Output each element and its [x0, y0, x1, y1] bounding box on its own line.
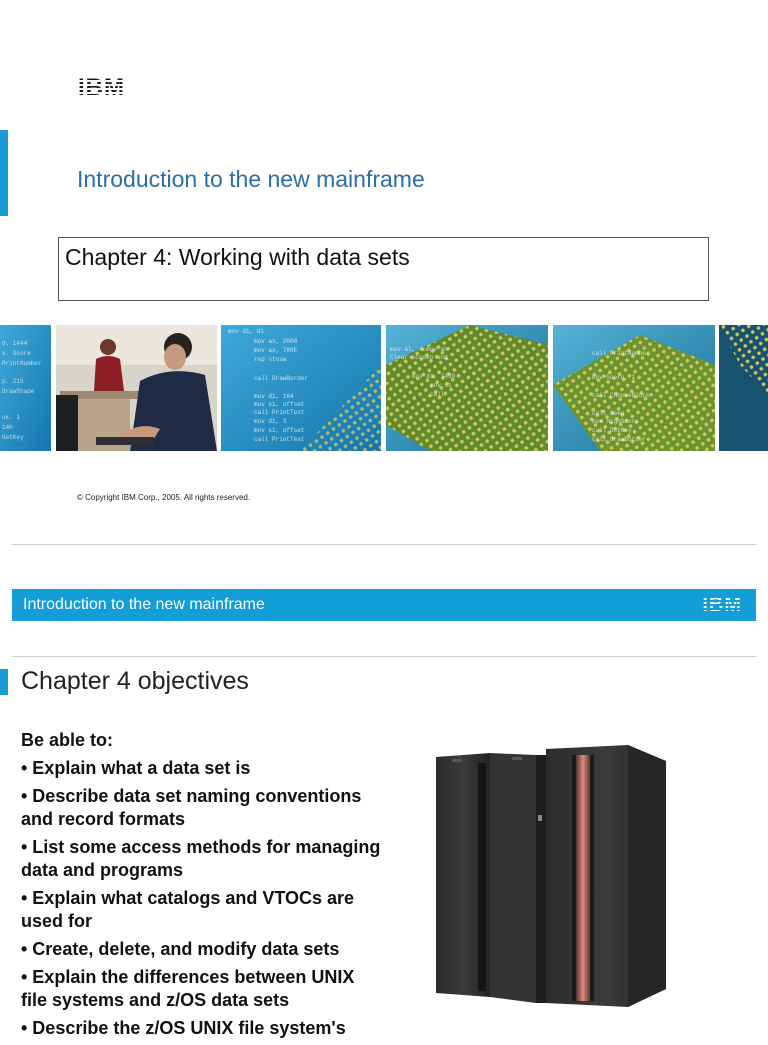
- code-line: mov ax, 2000: [254, 338, 298, 345]
- code-line: 14h: [2, 424, 13, 431]
- code-line: call ChooseBlock: [592, 392, 650, 399]
- code-line: mov di, 164: [254, 393, 294, 400]
- list-item: • List some access methods for managing data and programs: [21, 837, 381, 880]
- objectives-list: [21, 757, 381, 1045]
- list-item: • Explain what catalogs and VTOCs are used for: [21, 888, 355, 931]
- code-line: call DrawBorder: [254, 375, 309, 382]
- code-line: mov di, 3: [254, 418, 287, 425]
- code-line: p. 215: [2, 378, 24, 385]
- list-item: • Explain the differences between UNIX file systems and z/OS data sets: [21, 967, 355, 1010]
- chip-photo-1: [386, 325, 548, 451]
- code-panel-2: [221, 325, 381, 451]
- chip-photo-2: [553, 325, 715, 451]
- office-photo: [56, 325, 217, 451]
- code-line: call PrintNumber: [592, 350, 650, 357]
- mainframe-image: [432, 745, 672, 1007]
- code-line: call Beep: [592, 410, 625, 417]
- title-accent-bar: [0, 130, 8, 216]
- code-line: mov ax, 780E: [254, 347, 298, 354]
- code-line: Clear screen and: [390, 354, 448, 361]
- code-line: call DrawBorder: [592, 436, 647, 443]
- list-item: • Explain what a data set is: [21, 758, 251, 778]
- code-line: call: [430, 391, 445, 398]
- ibm-logo: IBM: [78, 74, 125, 101]
- list-item: • Describe the z/OS UNIX file system's: [21, 1018, 346, 1038]
- slide-heading: Chapter 4 objectives: [21, 667, 249, 695]
- code-line: mov al, 4 mov ah: [390, 346, 448, 353]
- heading-accent-bar: [0, 669, 8, 695]
- slide-divider: [12, 544, 756, 545]
- banner-title: Introduction to the new mainframe: [23, 596, 265, 613]
- code-line: d. 1444: [2, 340, 28, 347]
- code-line: rep stosw: [254, 356, 287, 363]
- code-line: call PrintText: [254, 409, 305, 416]
- code-line: call PrintText: [254, 436, 305, 443]
- code-line: mov di, di: [228, 328, 265, 335]
- code-line: PrintNumber: [2, 360, 42, 367]
- photo-strip: [0, 325, 768, 451]
- header-divider: [12, 656, 756, 657]
- code-line: mov di, 3430: [412, 373, 456, 380]
- code-line: DrawShape: [2, 388, 35, 395]
- ibm-logo: IBM: [702, 594, 742, 616]
- code-line: call GetKey: [592, 427, 632, 434]
- code-line: mov HighScore: [592, 418, 639, 425]
- header-banner: [12, 589, 756, 621]
- objectives-intro: Be able to:: [21, 730, 114, 750]
- chapter-title: Chapter 4: Working with data sets: [65, 244, 410, 270]
- code-panel-1: [0, 325, 51, 451]
- list-item: • Describe data set naming conventions and record formats: [21, 786, 362, 829]
- list-item: • Create, delete, and modify data sets: [21, 939, 340, 959]
- code-line: ok. 1: [2, 414, 21, 421]
- chapter-title-box: [58, 237, 709, 301]
- copyright-notice: © Copyright IBM Corp., 2005. All rights reserved.: [77, 493, 251, 502]
- code-line: mov si, offset: [254, 427, 305, 434]
- chip-photo-3: [719, 325, 768, 451]
- code-line: mov Score, 1: [592, 374, 636, 381]
- code-line: mov si, offset: [254, 401, 305, 408]
- code-line: x. Score: [2, 350, 31, 357]
- code-line: GetKey: [2, 434, 24, 441]
- code-line: mov si: [430, 382, 452, 389]
- slide-title: Introduction to the new mainframe: [77, 166, 425, 192]
